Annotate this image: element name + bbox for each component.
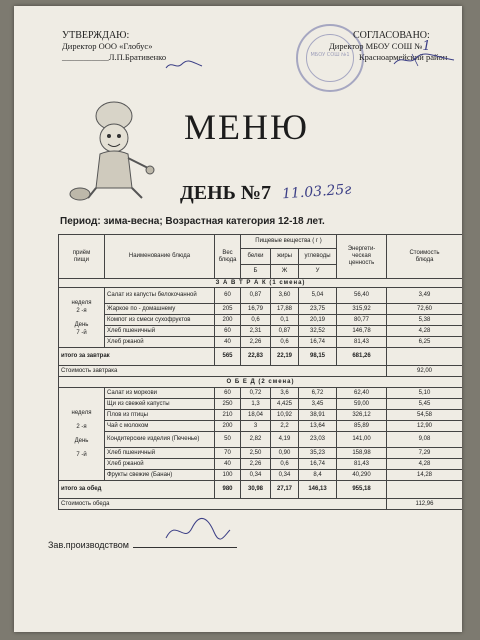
dish-fat: 0,87: [271, 326, 299, 337]
dish-energy: 141,00: [337, 432, 387, 448]
dish-weight: 205: [215, 304, 241, 315]
dish-weight: 40: [215, 337, 241, 348]
dish-cost: 72,60: [387, 304, 463, 315]
dish-cost: 4,28: [387, 459, 463, 470]
total-fat: 27,17: [271, 481, 299, 499]
dish-name: Фрукты свежие (Банан): [105, 470, 215, 481]
dish-weight: 200: [215, 315, 241, 326]
dish-energy: 80,77: [337, 315, 387, 326]
dish-fat: 0,34: [271, 470, 299, 481]
total-carbs: 98,15: [299, 348, 337, 366]
dish-carbs: 5,04: [299, 288, 337, 304]
dish-energy: 81,43: [337, 459, 387, 470]
dish-carbs: 3,45: [299, 399, 337, 410]
table-row: [59, 388, 463, 399]
cost-label: Стоимость завтрака: [59, 366, 387, 377]
dish-fat: 3,6: [271, 388, 299, 399]
dish-protein: 2,31: [241, 326, 271, 337]
dish-fat: 0,6: [271, 459, 299, 470]
day-number: ДЕНЬ №7: [180, 182, 271, 204]
dish-weight: 100: [215, 470, 241, 481]
table-row: [59, 432, 463, 448]
dish-carbs: 13,64: [299, 421, 337, 432]
approval-heading: УТВЕРЖДАЮ:: [62, 30, 130, 41]
dish-weight: 70: [215, 448, 241, 459]
meta-day: День: [74, 321, 89, 328]
dish-protein: 2,82: [241, 432, 271, 448]
breakfast-total-row: [59, 348, 463, 366]
dish-protein: 0,87: [241, 288, 271, 304]
cost-value: 112,96: [387, 499, 463, 510]
meta-week: неделя: [71, 410, 92, 416]
header-energy: Энергети- ческая ценность: [337, 235, 387, 279]
dish-cost: 5,10: [387, 388, 463, 399]
dish-protein: 2,50: [241, 448, 271, 459]
total-weight: 980: [215, 481, 241, 499]
dish-weight: 250: [215, 399, 241, 410]
dish-carbs: 6,72: [299, 388, 337, 399]
dish-name: Плов из птицы: [105, 410, 215, 421]
dish-cost: 54,58: [387, 410, 463, 421]
menu-table: [58, 234, 462, 510]
lunch-meta: [59, 388, 105, 481]
dish-protein: 2,26: [241, 459, 271, 470]
total-protein: 30,98: [241, 481, 271, 499]
dish-name: Хлеб ржаной: [105, 337, 215, 348]
dish-weight: 60: [215, 288, 241, 304]
dish-name: Хлеб ржаной: [105, 459, 215, 470]
dish-fat: 17,88: [271, 304, 299, 315]
dish-cost: 9,08: [387, 432, 463, 448]
signature-line: [133, 547, 237, 548]
header-cost: Стоимость блюда: [387, 235, 463, 279]
dish-energy: 40,290: [337, 470, 387, 481]
total-label: итого за обед: [59, 481, 215, 499]
dish-protein: 18,04: [241, 410, 271, 421]
dish-energy: 85,89: [337, 421, 387, 432]
day-date-handwritten: 11.03.25г: [281, 181, 352, 203]
dish-carbs: 23,03: [299, 432, 337, 448]
dish-cost: 14,28: [387, 470, 463, 481]
dish-fat: 0,90: [271, 448, 299, 459]
dish-fat: 4,425: [271, 399, 299, 410]
dish-weight: 60: [215, 388, 241, 399]
agreement-heading: СОГЛАСОВАНО:: [353, 30, 430, 41]
total-weight: 565: [215, 348, 241, 366]
total-energy: 955,18: [337, 481, 387, 499]
lunch-total-row: [59, 481, 463, 499]
production-manager-line: [48, 540, 237, 550]
total-protein: 22,83: [241, 348, 271, 366]
lunch-cost-row: [59, 499, 463, 510]
dish-carbs: 32,52: [299, 326, 337, 337]
dish-name: Жаркое по - домашнему: [105, 304, 215, 315]
table-row: [59, 304, 463, 315]
table-body: [59, 279, 463, 510]
header-protein: белки: [241, 249, 271, 265]
dish-name: Салат из моркови: [105, 388, 215, 399]
approval-line-director: Директор ООО «Глобус»: [62, 41, 153, 51]
dish-cost: 4,28: [387, 326, 463, 337]
dish-carbs: 35,23: [299, 448, 337, 459]
dish-protein: 1,3: [241, 399, 271, 410]
dish-carbs: 23,75: [299, 304, 337, 315]
cost-value: 92,00: [387, 366, 463, 377]
dish-carbs: 20,19: [299, 315, 337, 326]
header-carbs-short: У: [299, 265, 337, 279]
dish-energy: 315,92: [337, 304, 387, 315]
approval-signature: [164, 58, 204, 72]
dish-name: Хлеб пшеничный: [105, 448, 215, 459]
dish-name: Хлеб пшеничный: [105, 326, 215, 337]
dish-carbs: 16,74: [299, 337, 337, 348]
dish-name: Щи из свежей капусты: [105, 399, 215, 410]
dish-name: Салат из капусты белокочанной: [105, 288, 215, 304]
dish-energy: 59,00: [337, 399, 387, 410]
dish-carbs: 38,91: [299, 410, 337, 421]
dish-fat: 4,19: [271, 432, 299, 448]
total-energy: 681,26: [337, 348, 387, 366]
dish-name: Кондитерские изделия (Печенье): [105, 432, 215, 448]
dish-weight: 210: [215, 410, 241, 421]
table-row: [59, 337, 463, 348]
total-label: итого за завтрак: [59, 348, 215, 366]
table-row: [59, 288, 463, 304]
dish-cost: 12,90: [387, 421, 463, 432]
production-manager-label: Зав.производством: [48, 540, 129, 550]
agreement-line-district: Красноармейский район: [359, 52, 448, 62]
header-nutrients: Пищевые вещества ( г ): [241, 235, 337, 249]
breakfast-meta: [59, 288, 105, 348]
dish-protein: 0,6: [241, 315, 271, 326]
dish-energy: 56,40: [337, 288, 387, 304]
header-dish: Наименование блюда: [105, 235, 215, 279]
dish-energy: 326,12: [337, 410, 387, 421]
dish-protein: 3: [241, 421, 271, 432]
dish-weight: 60: [215, 326, 241, 337]
dish-name: Компот из смеси сухофруктов: [105, 315, 215, 326]
menu-sheet: [14, 6, 462, 632]
table-row: [59, 326, 463, 337]
header-weight: Вес блюда: [215, 235, 241, 279]
table-row: [59, 470, 463, 481]
breakfast-section-title: З А В Т Р А К (1 смена): [59, 279, 463, 288]
dish-fat: 0,6: [271, 337, 299, 348]
header-protein-short: Б: [241, 265, 271, 279]
meta-day-number: 7 -й: [76, 329, 87, 336]
table-row: [59, 315, 463, 326]
dish-protein: 0,34: [241, 470, 271, 481]
dish-weight: 200: [215, 421, 241, 432]
dish-carbs: 16,74: [299, 459, 337, 470]
breakfast-cost-row: [59, 366, 463, 377]
page-title: МЕНЮ: [184, 107, 309, 147]
dish-weight: 50: [215, 432, 241, 448]
approval-line-name: ___________Л.П.Бративенко: [62, 52, 167, 62]
dish-cost: 6,25: [387, 337, 463, 348]
meta-day-number: 7 -й: [76, 452, 87, 458]
lunch-section-title: О Б Е Д (2 смена): [59, 377, 463, 388]
meta-week-number: 2 -я: [76, 307, 87, 314]
table-row: [59, 399, 463, 410]
dish-cost: 3,49: [387, 288, 463, 304]
total-carbs: 146,13: [299, 481, 337, 499]
dish-protein: 0,72: [241, 388, 271, 399]
dish-energy: 62,40: [337, 388, 387, 399]
dish-energy: 146,78: [337, 326, 387, 337]
school-number-handwritten: 1: [422, 39, 431, 54]
dish-cost: 7,29: [387, 448, 463, 459]
dish-energy: 81,43: [337, 337, 387, 348]
dish-fat: 0,1: [271, 315, 299, 326]
approval-block: [62, 30, 166, 63]
dish-weight: 40: [215, 459, 241, 470]
header-meal: приём пищи: [59, 235, 105, 279]
table-row: [59, 410, 463, 421]
agreement-director-text: Директор МБОУ СОШ №: [329, 41, 423, 51]
header-fat: жиры: [271, 249, 299, 265]
table-header: [59, 235, 463, 279]
dish-name: Чай с молоком: [105, 421, 215, 432]
cook-illustration: [62, 98, 172, 208]
dish-cost: 5,38: [387, 315, 463, 326]
dish-protein: 2,26: [241, 337, 271, 348]
table-row: [59, 448, 463, 459]
dish-protein: 16,79: [241, 304, 271, 315]
dish-fat: 2,2: [271, 421, 299, 432]
table-row: [59, 459, 463, 470]
stamp-text: МБОУ СОШ №1: [310, 52, 350, 58]
period-line: Период: зима-весна; Возрастная категория 12-18 лет.: [60, 216, 325, 227]
meta-day: День: [74, 438, 89, 444]
agreement-signature: [392, 50, 456, 70]
cost-label: Стоимость обеда: [59, 499, 387, 510]
header-fat-short: Ж: [271, 265, 299, 279]
dish-carbs: 8,4: [299, 470, 337, 481]
dish-fat: 3,60: [271, 288, 299, 304]
dish-energy: 158,98: [337, 448, 387, 459]
dish-fat: 10,92: [271, 410, 299, 421]
table-row: [59, 421, 463, 432]
dish-cost: 5,45: [387, 399, 463, 410]
header-carbs: углеводы: [299, 249, 337, 265]
total-fat: 22,19: [271, 348, 299, 366]
meta-week: неделя: [71, 299, 92, 306]
meta-week-number: 2 -я: [76, 424, 87, 430]
